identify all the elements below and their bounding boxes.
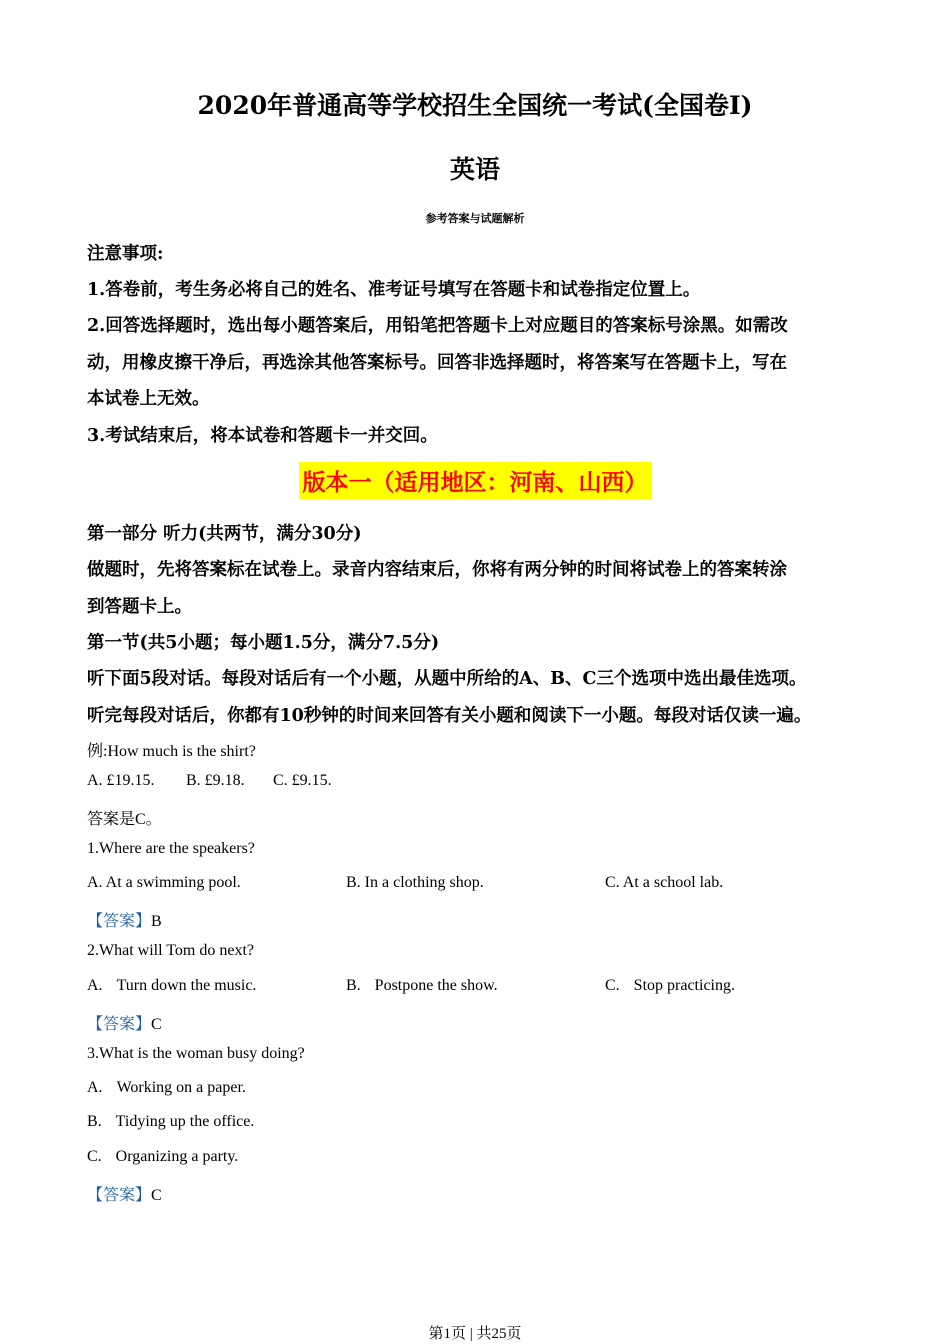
question-2: 2.What will Tom do next? (87, 942, 254, 959)
answer-tag: 【答案】 (87, 1187, 152, 1204)
q2-answer (87, 1011, 162, 1034)
q2-option-c (605, 977, 735, 995)
option-text: Tidying up the office. (115, 1113, 255, 1130)
question-3: 3.What is the woman busy doing? (87, 1045, 305, 1062)
answer-value: B (151, 913, 162, 930)
option-text: Postpone the show. (374, 977, 498, 994)
option-letter: C. (87, 1148, 102, 1165)
example-option-a: A. £19.15. (87, 772, 155, 789)
q2-option-b (346, 977, 498, 995)
q1-answer (87, 908, 162, 931)
option-letter: B. (346, 977, 361, 994)
q1-option-b: B. In a clothing shop. (346, 874, 484, 891)
example-option-c: C. £9.15. (273, 772, 332, 789)
q2-option-a (87, 977, 256, 995)
option-letter: A. (87, 977, 103, 994)
answer-tag: 【答案】 (87, 1016, 152, 1033)
notes-line: 1.答卷前，考生务必将自己的姓名、准考证号填写在答题卡和试卷指定位置上。 (87, 280, 701, 300)
option-letter: B. (87, 1113, 102, 1130)
q1-option-a: A. At a swimming pool. (87, 874, 241, 891)
q3-answer (87, 1182, 162, 1205)
part1-instruction: 做题时，先将答案标在试卷上。录音内容结束后，你将有两分钟的时间将试卷上的答案转涂 (87, 560, 787, 580)
part1-heading: 第一部分 听力(共两节，满分30分) (87, 524, 362, 544)
q3-option-a (87, 1079, 246, 1097)
option-text: Organizing a party. (115, 1148, 239, 1165)
q3-option-b (87, 1113, 254, 1131)
q3-option-c (87, 1148, 238, 1166)
part1-instruction: 到答题卡上。 (87, 597, 192, 617)
example-question: 例:How much is the shirt? (87, 743, 256, 760)
example-option-b: B. £9.18. (186, 772, 245, 789)
q1-option-c: C. At a school lab. (605, 874, 724, 891)
option-letter: C. (605, 977, 620, 994)
exam-title: 2020年普通高等学校招生全国统一考试(全国卷I) (197, 91, 753, 120)
version-label: 版本一（适用地区：河南、山西） (299, 462, 652, 499)
example-answer: 答案是C。 (87, 811, 162, 828)
option-text: Stop practicing. (633, 977, 735, 994)
version-banner (0, 462, 950, 499)
option-text: Working on a paper. (116, 1079, 246, 1096)
section1-instruction: 听完每段对话后，你都有10秒钟的时间来回答有关小题和阅读下一小题。每段对话仅读一遍。 (87, 706, 812, 726)
section1-instruction: 听下面5段对话。每段对话后有一个小题，从题中所给的A、B、C三个选项中选出最佳选项。 (87, 669, 807, 689)
notes-line: 动，用橡皮擦干净后，再选涂其他答案标号。回答非选择题时，将答案写在答题卡上，写在 (87, 353, 787, 373)
question-1: 1.Where are the speakers? (87, 840, 255, 857)
option-text: Turn down the music. (116, 977, 257, 994)
notes-line: 2.回答选择题时，选出每小题答案后，用铅笔把答题卡上对应题目的答案标号涂黑。如需改 (87, 316, 788, 336)
page-footer: 第1页 | 共25页 (428, 1326, 522, 1342)
subject-title: 英语 (449, 155, 500, 184)
section1-heading: 第一节(共5小题；每小题1.5分，满分7.5分) (87, 633, 440, 653)
notes-heading: 注意事项: (87, 244, 164, 264)
answer-tag: 【答案】 (87, 913, 152, 930)
answer-value: C (151, 1016, 162, 1033)
reference-subtitle: 参考答案与试题解析 (425, 212, 525, 225)
option-letter: A. (87, 1079, 103, 1096)
notes-line: 本试卷上无效。 (87, 389, 210, 409)
answer-value: C (151, 1187, 162, 1204)
notes-line: 3.考试结束后，将本试卷和答题卡一并交回。 (87, 426, 438, 446)
